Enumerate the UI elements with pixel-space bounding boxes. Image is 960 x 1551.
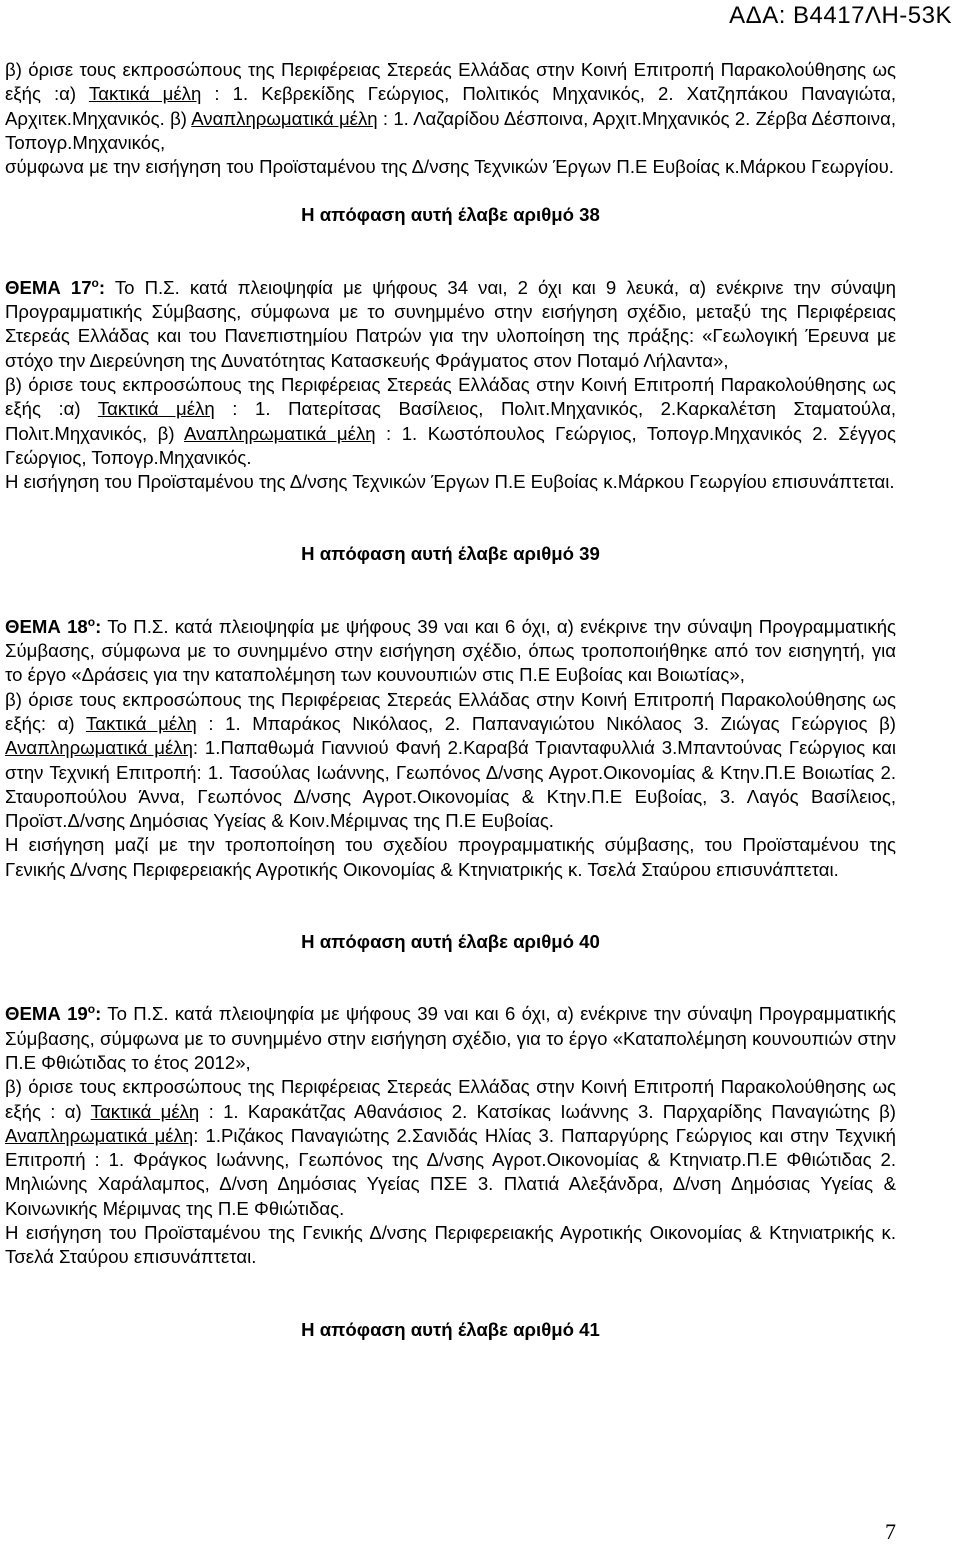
topic-18-proposal: Η εισήγηση μαζί με την τροποποίηση του σχεδίου προγραμματικής σύμβασης, του Προϊσταμένου της Γενικής Δ/νσης Περιφερειακής Αγροτικής Οικονομίας & Κτηνιατρικής κ. Τσελά Σταύρου επισυνάπτεται. (5, 834, 896, 880)
topic-17-heading: ΘΕΜΑ $17^o$: (5, 275, 106, 298)
text-run: Το Π.Σ. κατά πλειοψηφία με ψήφους 34 ναι, 2 όχι και 9 λευκά, α) ενέκρινε την σύναψη Προγραμματικής Σύμβασης, σύμφωνα με το συνημμένο στην εισήγηση σχέδιο, μεταξύ της Περιφέρειας Στερεάς Ελλάδας και του Πανεπιστημίου Πατρών για την υλοποίηση της πράξης: «Γεωλογική Έρευνα με στόχο την Διερεύνηση της Δυνατότητας Κατασκευής Φράγματος στον Ποταμό Λήλαντα», (5, 276, 896, 371)
text-run: : 1. Κεβρεκίδης Γεώργιος, Πολιτικός Μηχανικός, 2. Χατζηπάκου Παναγιώτα, Αρχιτεκ.Μηχανικός. β) (5, 83, 896, 129)
topic-19-paragraph (5, 1002, 896, 1075)
topic-19-heading: ΘΕΜΑ $19^o$: (5, 1002, 102, 1025)
text-run: β) όρισε τους εκπροσώπους της Περιφέρειας Στερεάς Ελλάδας στην Κοινή Επιτροπή Παρακολούθησης ως εξής :α) (5, 59, 896, 105)
text-run: : 1. Καρακάτζας Αθανάσιος 2. Κατσίκας Ιωάννης 3. Παρχαρίδης Παναγιώτης β) (199, 1100, 896, 1122)
text-run: : 1. Πατερίτσας Βασίλειος, Πολιτ.Μηχανικός, 2.Καρκαλέτση Σταματούλα, Πολιτ.Μηχανικός, β) (5, 398, 896, 444)
text-run: β) όρισε τους εκπροσώπους της Περιφέρειας Στερεάς Ελλάδας στην Κοινή Επιτροπή Παρακολούθησης ως εξής: α) (5, 688, 896, 734)
topic-17-proposal: Η εισήγηση του Προϊσταμένου της Δ/νσης Τεχνικών Έργων Π.Ε Ευβοίας κ.Μάρκου Γεωργίου επισυνάπτεται. (5, 471, 895, 493)
tactical-members-label: Τακτικά μέλη (88, 83, 202, 105)
alternate-members-label: Αναπληρωματικά μέλη (5, 1124, 194, 1146)
text-run: : 1.Παπαθωμά Γιαννιού Φανή 2.Καραβά Τριανταφυλλιά 3.Μπαντούνας Γεώργιος και στην Τεχνική Επιτροπή: 1. Τασούλας Ιωάννης, Γεωπόνος Δ/νσης Αγροτ.Οικονομίας & Κτην.Π.Ε Βοιωτίας 2. Σταυροπούλου Άννα, Γεωπόνος Δ/νσης Αγροτ.Οικονομίας & Κτην.Π.Ε Ευβοίας, 3. Λαγός Βασίλειος, Προϊστ.Δ/νσης Δημόσιας Υγείας & Κοιν.Μέριμνας της Π.Ε Ευβοίας. (5, 737, 896, 832)
page-number: 7 (885, 1519, 896, 1544)
alternate-members-label: Αναπληρωματικά μέλη (5, 737, 193, 759)
text-run: : 1. Λαζαρίδου Δέσποινα, Αρχιτ.Μηχανικός 2. Ζέρβα Δέσποινα, Τοπογρ.Μηχανικός, (5, 107, 896, 153)
alternate-members-label: Αναπληρωματικά μέλη (184, 422, 376, 444)
tactical-members-label: Τακτικά μέλη (97, 398, 215, 420)
intro-paragraph-proposal: σύμφωνα με την εισήγηση του Προϊσταμένου της Δ/νσης Τεχνικών Έργων Π.Ε Ευβοίας κ.Μάρκου Γεωργίου. (5, 156, 894, 178)
document-body (5, 58, 896, 1342)
decision-39: Η απόφαση αυτή έλαβε αριθμό 39 (301, 543, 600, 565)
topic-18-heading: ΘΕΜΑ $18^o$: (5, 614, 102, 637)
decision-38: Η απόφαση αυτή έλαβε αριθμό 38 (301, 204, 600, 226)
alternate-members-label: Αναπληρωματικά μέλη (191, 107, 378, 129)
topic-17-representatives (5, 373, 896, 470)
text-run: Το Π.Σ. κατά πλειοψηφία με ψήφους 39 ναι και 6 όχι, α) ενέκρινε την σύναψη Προγραμματικής Σύμβασης, σύμφωνα με το συνημμένο στην εισήγηση σχέδιο, για το έργο «Καταπολέμηση κουνουπιών στην Π.Ε Φθιώτιδας το έτος 2012», (5, 1003, 896, 1073)
decision-40: Η απόφαση αυτή έλαβε αριθμό 40 (301, 931, 600, 953)
tactical-members-label: Τακτικά μέλη (90, 1100, 200, 1122)
document-code: ΑΔΑ: Β4417ΛΗ-53Κ (729, 2, 952, 29)
topic-19-representatives (5, 1075, 896, 1221)
intro-paragraph-representatives (5, 58, 896, 155)
text-run: : 1.Ριζάκος Παναγιώτης 2.Σανιδάς Ηλίας 3. Παπαργύρης Γεώργιος και στην Τεχνική Επιτροπή : 1. Φράγκος Ιωάννης, Γεωπόνος της Δ/νσης Αγροτ.Οικονομίας & Κτηνιατρ.Π.Ε Φθιώτιδας 2. Μηλιώνης Χαράλαμπος, Δ/νση Δημόσιας Υγείας ΠΣΕ 3. Πλατιά Αλεξάνδρα, Δ/νση Δημόσιας Υγείας & Κοινωνικής Μέριμνας της Π.Ε Φθιώτιδας. (5, 1124, 896, 1219)
text-run: β) όρισε τους εκπροσώπους της Περιφέρειας Στερεάς Ελλάδας στην Κοινή Επιτροπή Παρακολούθησης ως εξής :α) (5, 373, 896, 420)
topic-19-proposal: Η εισήγηση του Προϊσταμένου της Γενικής Δ/νσης Περιφερειακής Αγροτικής Οικονομίας & Κτηνιατρικής κ. Τσελά Σταύρου επισυνάπτεται. (5, 1221, 896, 1268)
text-run: : 1. Κωστόπουλος Γεώργιος, Τοπογρ.Μηχανικός 2. Σέγγος Γεώργιος, Τοπογρ.Μηχανικός. (5, 422, 896, 468)
text-run: : 1. Μπαράκος Νικόλαος, 2. Παπαναγιώτου Νικόλαος 3. Ζιώγας Γεώργιος β) (196, 712, 897, 734)
topic-18-paragraph (5, 615, 896, 688)
topic-17-paragraph (5, 276, 896, 373)
decision-41: Η απόφαση αυτή έλαβε αριθμό 41 (301, 1318, 600, 1340)
tactical-members-label: Τακτικά μέλη (85, 712, 197, 734)
topic-18-representatives (5, 688, 896, 834)
text-run: Το Π.Σ. κατά πλειοψηφία με ψήφους 39 ναι και 6 όχι, α) ενέκρινε την σύναψη Προγραμματικής Σύμβασης, σύμφωνα με το συνημμένο στην εισήγηση σχέδιο, όπως τροποποιήθηκε από τον εισηγητή, για το έργο «Δράσεις για την καταπολέμηση των κουνουπιών στις Π.Ε Ευβοίας και Βοιωτίας», (5, 615, 896, 686)
text-run: β) όρισε τους εκπροσώπους της Περιφέρειας Στερεάς Ελλάδας στην Κοινή Επιτροπή Παρακολούθησης ως εξής : α) (5, 1076, 896, 1122)
